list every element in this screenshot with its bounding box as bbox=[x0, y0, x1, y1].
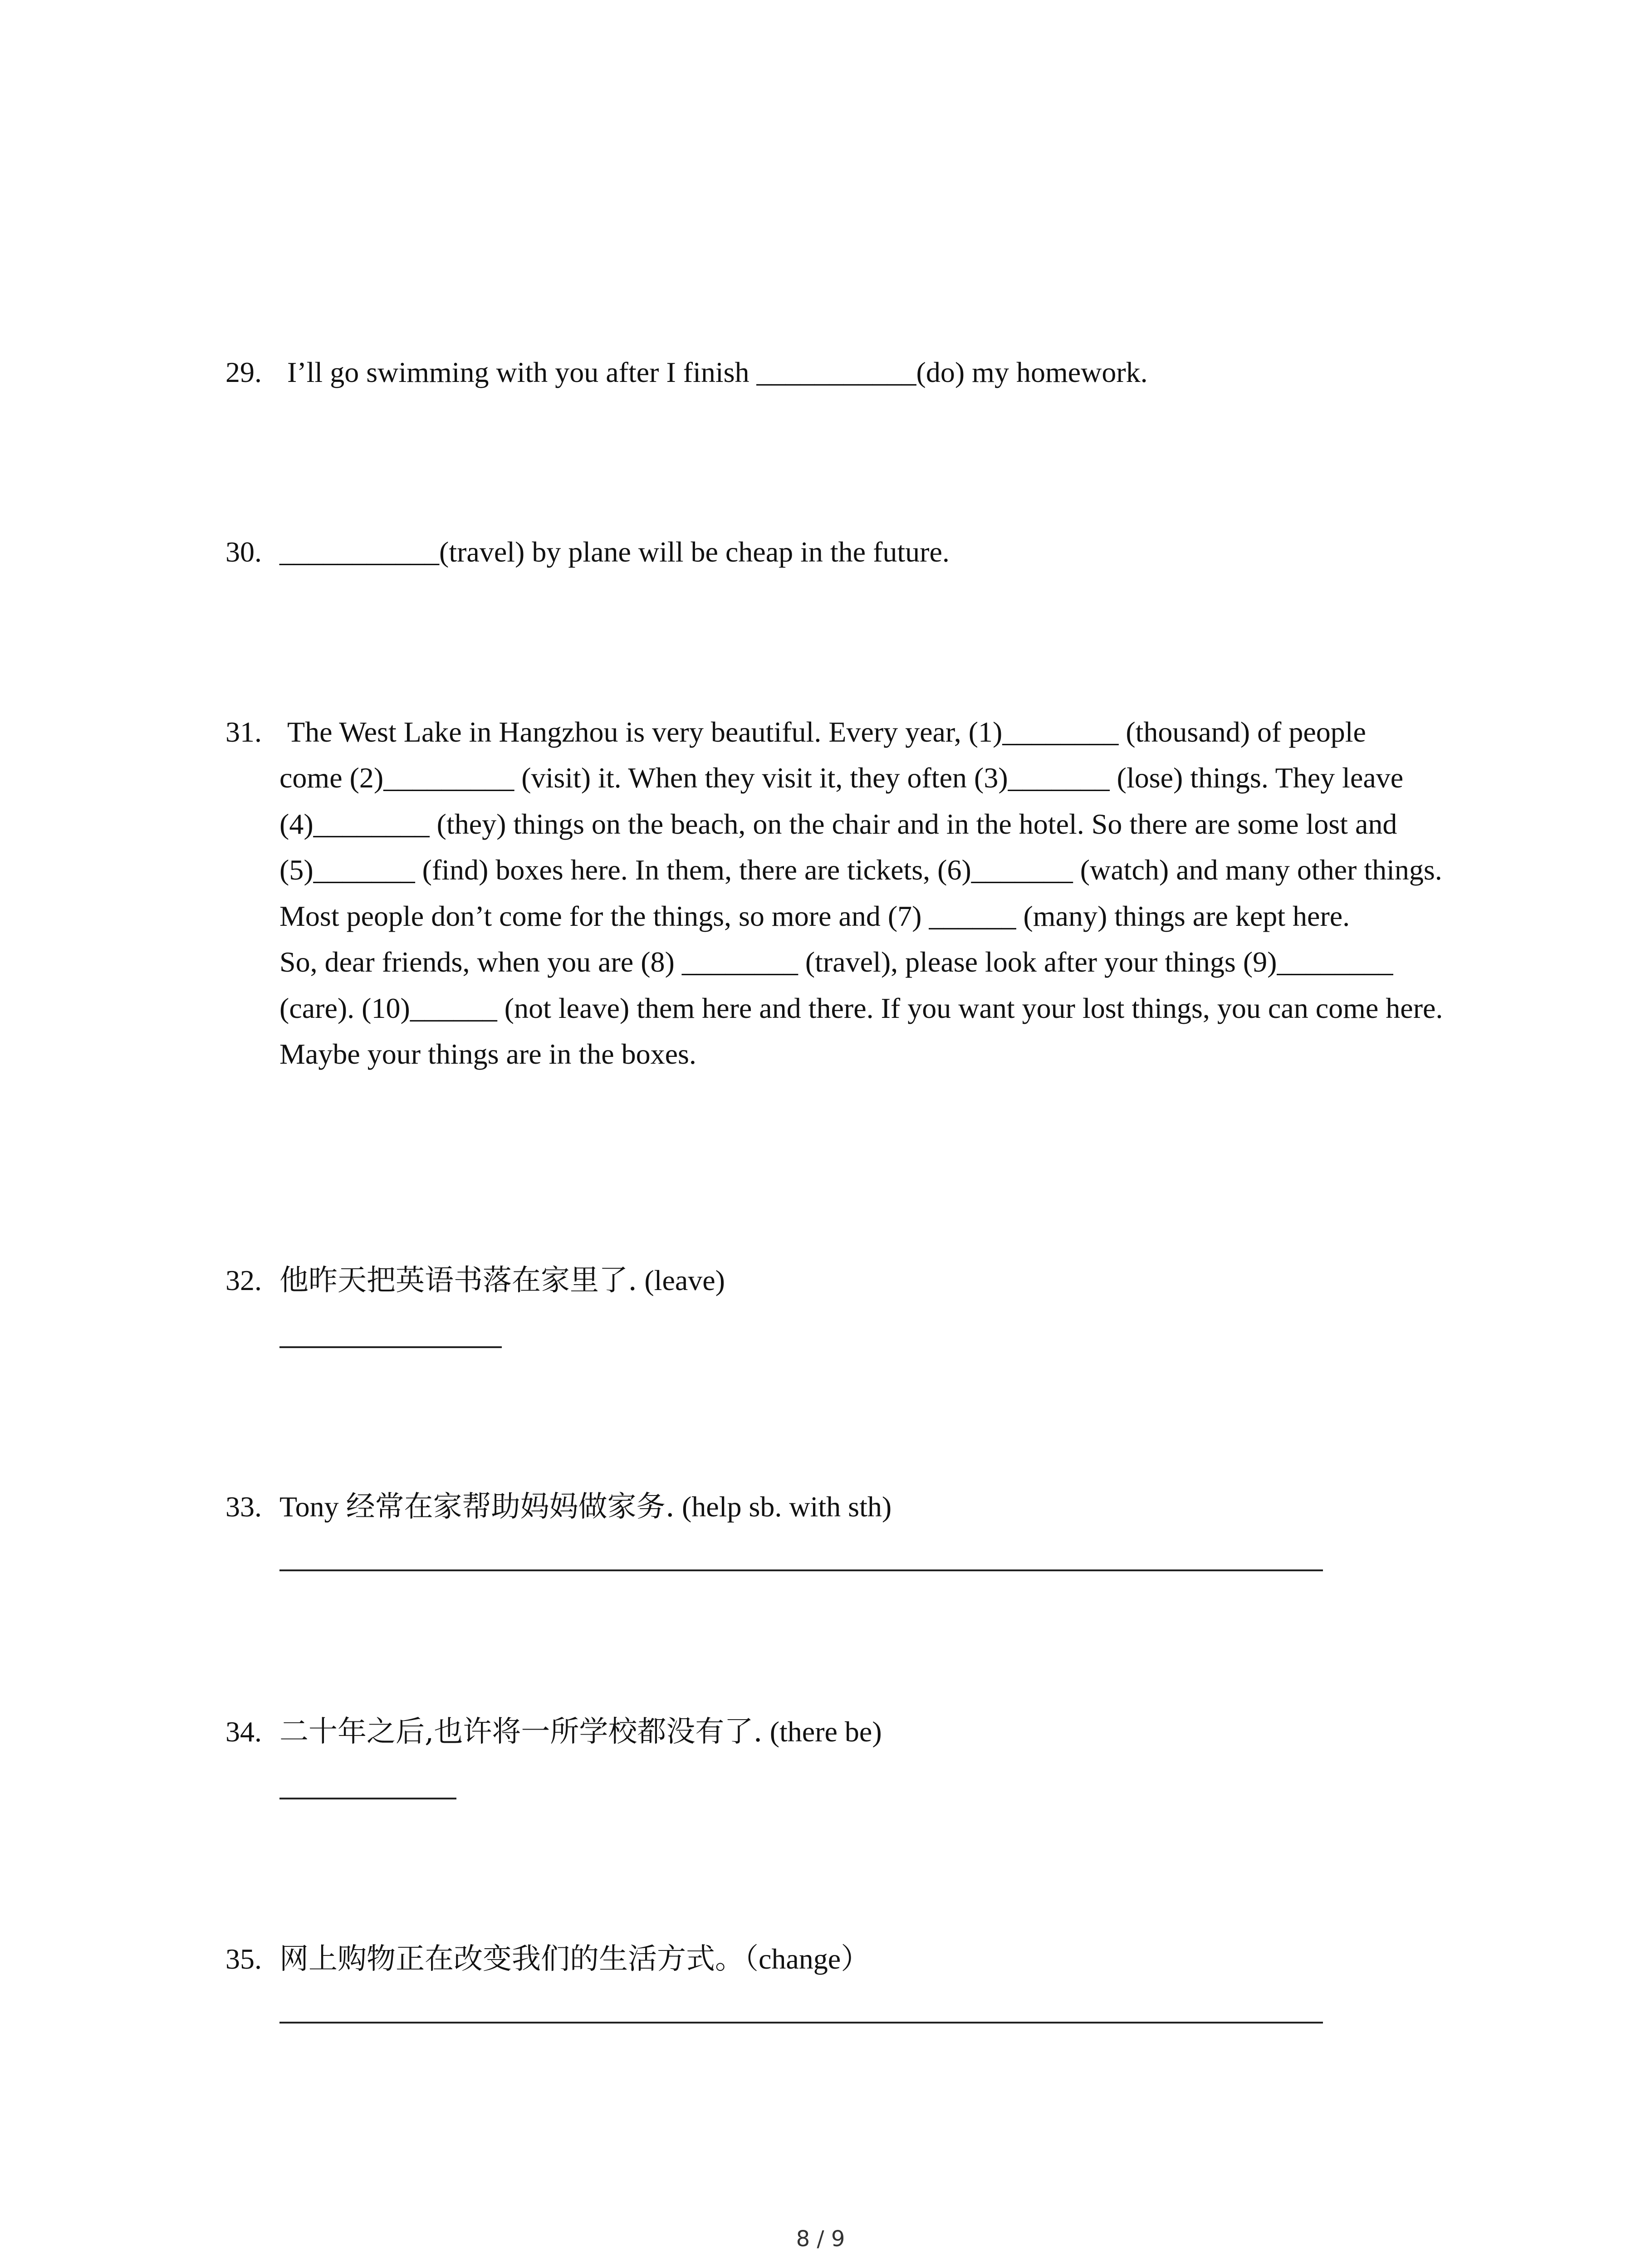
page-number: 8 / 9 bbox=[796, 2226, 845, 2252]
question-text: The West Lake in Hangzhou is very beautiful. Every year, (1)________ (thousand) of people bbox=[287, 716, 1366, 748]
question-29 bbox=[225, 349, 1473, 395]
question-33 bbox=[225, 1484, 1473, 1530]
question-31-first-line bbox=[225, 709, 1473, 755]
question-chinese: 二十年之后,也许将一所学校都没有了. bbox=[279, 1715, 763, 1749]
question-hint: (leave) bbox=[644, 1264, 725, 1296]
question-hint: (help sb. with sth) bbox=[681, 1491, 892, 1523]
answer-line[interactable] bbox=[279, 1569, 1323, 1571]
answer-line[interactable] bbox=[279, 1346, 502, 1348]
passage-paragraph-2: So, dear friends, when you are (8) ________ (travel), please look after your things (9)________ (care). (10)______ (not leave) them here and there. If you want your lost things, you can come here. Maybe your things are in the boxes. bbox=[279, 946, 1443, 1070]
question-number: 34. bbox=[225, 1716, 262, 1748]
question-35 bbox=[225, 1936, 1473, 1982]
answer-line[interactable] bbox=[279, 2022, 1323, 2024]
question-number: 35. bbox=[225, 1943, 262, 1975]
question-number: 33. bbox=[225, 1491, 262, 1523]
passage-paragraph-1: come (2)_________ (visit) it. When they visit it, they often (3)_______ (lose) things. They leave (4)________ (they) things on the beach, on the chair and in the hotel. So there are some lost and (5)_______ (find) boxes here. In them, there are tickets, (6)_______ (watch) and many other things. Most people don’t come for the things, so more and (7) ______ (many) things are kept here. bbox=[279, 762, 1442, 932]
question-chinese: 网上购物正在改变我们的生活方式。 bbox=[279, 1942, 744, 1976]
question-number: 32. bbox=[225, 1264, 262, 1296]
question-number: 31. bbox=[225, 716, 262, 748]
question-number: 29. bbox=[225, 356, 262, 388]
question-chinese: 他昨天把英语书落在家里了. bbox=[279, 1264, 637, 1297]
question-hint: (there be) bbox=[769, 1716, 882, 1748]
question-hint: （change） bbox=[744, 1943, 870, 1975]
question-text: I’ll go swimming with you after I finish ___________(do) my homework. bbox=[287, 356, 1148, 388]
question-30 bbox=[225, 529, 1473, 575]
question-32 bbox=[225, 1257, 1473, 1304]
answer-line[interactable] bbox=[279, 1798, 456, 1799]
question-chinese: 经常在家帮助妈妈做家务. bbox=[346, 1490, 675, 1524]
question-text: ___________(travel) by plane will be cheap in the future. bbox=[279, 536, 950, 568]
question-english: Tony bbox=[279, 1491, 339, 1523]
question-number: 30. bbox=[225, 536, 262, 568]
question-31-passage bbox=[279, 755, 1468, 1077]
question-34 bbox=[225, 1709, 1473, 1755]
